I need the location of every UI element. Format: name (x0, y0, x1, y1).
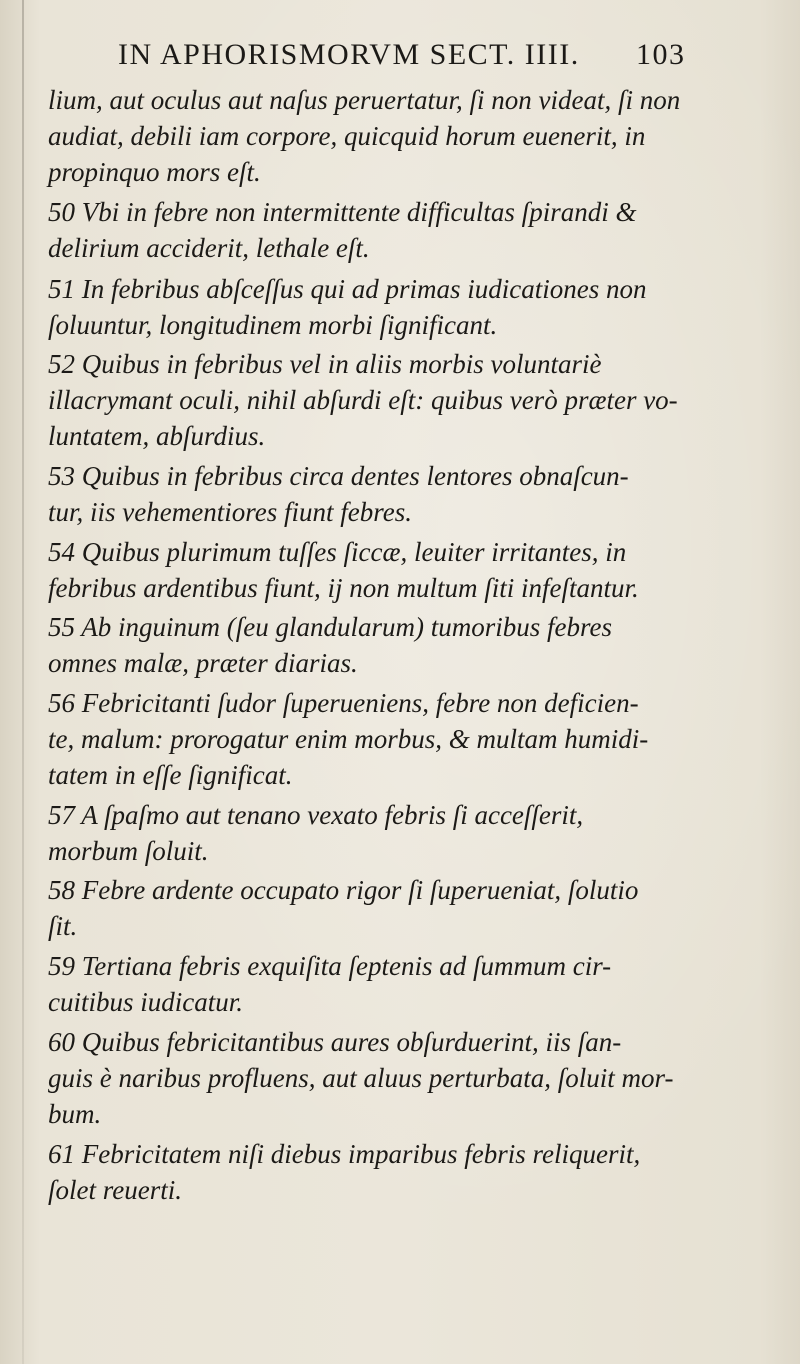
text-line: cuitibus iudicatur. (48, 987, 243, 1017)
aphorism-56: 56 Febricitanti ſudor ſuperueniens, febre non deficien- (48, 688, 639, 718)
aphorism-58: 58 Febre ardente occupato rigor ſi ſuperueniat, ſolutio (48, 875, 639, 905)
aphorism-52: 52 Quibus in febribus vel in aliis morbis voluntariè (48, 349, 602, 379)
aphorism-51: 51 In febribus abſceſſus qui ad primas iudicationes non (48, 274, 647, 304)
text-line: morbum ſoluit. (48, 836, 209, 866)
page-number: 103 (636, 38, 686, 71)
aphorism-59: 59 Tertiana febris exquiſita ſeptenis ad ſummum cir- (48, 951, 612, 981)
text-line: ſit. (48, 911, 78, 941)
aphorism-55: 55 Ab inguinum (ſeu glandularum) tumoribus febres (48, 612, 612, 642)
text-line: tatem in eſſe ſignificat. (48, 760, 293, 790)
aphorism-50: 50 Vbi in febre non intermittente difficultas ſpirandi & (48, 197, 637, 227)
text-line: illacrymant oculi, nihil abſurdi eſt: quibus verò præter vo- (48, 385, 678, 415)
text-line: febribus ardentibus fiunt, ij non multum ſiti infeſtantur. (48, 573, 639, 603)
text-line: luntatem, abſurdius. (48, 421, 266, 451)
text-line: tur, iis vehementiores fiunt febres. (48, 497, 412, 527)
text-line: audiat, debili iam corpore, quicquid horum euenerit, in (48, 121, 646, 151)
text-line: ſolet reuerti. (48, 1175, 182, 1205)
page-gutter (22, 0, 24, 1364)
text-line: propinquo mors eſt. (48, 157, 261, 187)
text-line: te, malum: prorogatur enim morbus, & multam humidi- (48, 724, 649, 754)
text-line: bum. (48, 1099, 102, 1129)
aphorism-57: 57 A ſpaſmo aut tenano vexato febris ſi acceſſerit, (48, 800, 584, 830)
text-line: ſoluuntur, longitudinem morbi ſignificant. (48, 310, 498, 340)
text-line: delirium acciderit, lethale eſt. (48, 233, 370, 263)
aphorism-53: 53 Quibus in febribus circa dentes lentores obnaſcun- (48, 461, 629, 491)
running-head-title: IN APHORISMORVM SECT. IIII. (118, 38, 580, 71)
text-line: guis è naribus profluens, aut aluus perturbata, ſoluit mor- (48, 1063, 674, 1093)
aphorism-60: 60 Quibus febricitantibus aures obſurduerint, iis ſan- (48, 1027, 622, 1057)
aphorism-54: 54 Quibus plurimum tuſſes ſiccæ, leuiter irritantes, in (48, 537, 627, 567)
text-line: omnes malæ, præter diarias. (48, 648, 358, 678)
aphorism-61: 61 Febricitatem niſi diebus imparibus febris reliquerit, (48, 1139, 641, 1169)
text-line: lium, aut oculus aut naſus peruertatur, ſi non videat, ſi non (48, 85, 681, 115)
running-head (118, 38, 718, 78)
